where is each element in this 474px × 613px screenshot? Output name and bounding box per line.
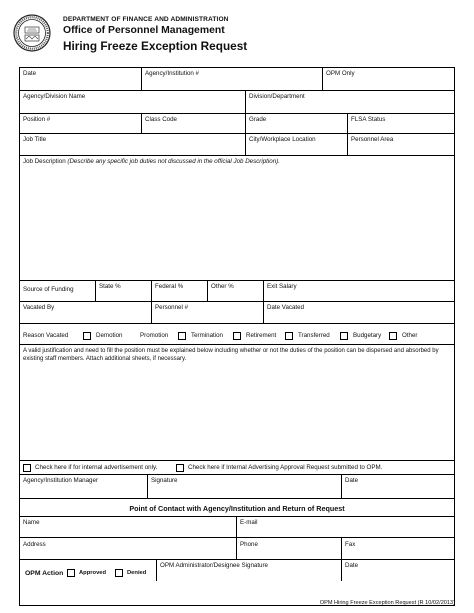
form-title: Hiring Freeze Exception Request <box>63 39 248 53</box>
hiring-freeze-form <box>19 67 455 606</box>
termination-label: Termination <box>191 332 223 339</box>
other-percent-field[interactable]: Other % <box>211 283 234 290</box>
flsa-status-field[interactable]: FLSA Status <box>351 116 386 123</box>
form-footer: OPM Hiring Freeze Exception Request (R 10/02/2013) <box>319 600 455 606</box>
grade-field[interactable]: Grade <box>249 116 267 123</box>
state-percent-field[interactable]: State % <box>99 283 121 290</box>
termination-checkbox[interactable] <box>233 332 241 340</box>
manager-signature-field[interactable]: Signature <box>151 477 178 484</box>
budgetary-checkbox[interactable] <box>389 332 397 340</box>
date-vacated-field[interactable]: Date Vacated <box>267 304 305 311</box>
retirement-checkbox[interactable] <box>285 332 293 340</box>
contact-name-field[interactable]: Name <box>23 519 40 526</box>
opm-date-field[interactable]: Date <box>345 562 359 569</box>
source-of-funding-label: Source of Funding <box>23 286 74 293</box>
justification-instructions: A valid justification and need to fill the position must be explained below including whether or not the duties of the position can be dispersed and absorbed by existing staff members. Attach additional sheets, if necessary. <box>23 348 439 363</box>
transferred-label: Transferred <box>298 332 330 339</box>
department-name: DEPARTMENT OF FINANCE AND ADMINISTRATION <box>63 16 229 23</box>
date-field[interactable]: Date <box>23 70 37 77</box>
promotion-checkbox[interactable] <box>178 332 186 340</box>
promotion-label: Promotion <box>140 332 169 339</box>
agency-division-field[interactable]: Agency/Division Name <box>23 93 86 100</box>
denied-label: Denied <box>127 570 147 576</box>
point-of-contact-heading: Point of Contact with Agency/Institution and Return of Request <box>129 504 345 513</box>
state-seal-icon <box>13 14 51 52</box>
job-title-field[interactable]: Job Title <box>23 136 47 143</box>
federal-percent-field[interactable]: Federal % <box>155 283 184 290</box>
vacated-by-field[interactable]: Vacated By <box>23 304 55 311</box>
demotion-checkbox[interactable] <box>83 332 91 340</box>
internal-advertisement-checkbox[interactable] <box>23 464 31 472</box>
denied-checkbox[interactable] <box>115 569 123 577</box>
office-name: Office of Personnel Management <box>63 25 225 36</box>
agency-number-field[interactable]: Agency/Institution # <box>145 70 200 77</box>
other-reason-label: Other <box>402 332 418 339</box>
job-description-label: Job Description <box>23 158 66 165</box>
transferred-checkbox[interactable] <box>340 332 348 340</box>
city-workplace-field[interactable]: City/Workplace Location <box>249 136 316 143</box>
retirement-label: Retirement <box>246 332 277 339</box>
opm-only-field: OPM Only <box>326 70 355 77</box>
contact-fax-field[interactable]: Fax <box>345 541 356 548</box>
division-department-field[interactable]: Division/Department <box>249 93 305 100</box>
agency-manager-field[interactable]: Agency/Institution Manager <box>23 477 98 484</box>
position-number-field[interactable]: Position # <box>23 116 51 123</box>
approved-label: Approved <box>79 570 107 576</box>
internal-advertisement-label: Check here if for internal advertisement only. <box>35 464 158 471</box>
budgetary-label: Budgetary <box>353 332 382 339</box>
manager-date-field[interactable]: Date <box>345 477 359 484</box>
approval-request-checkbox[interactable] <box>176 464 184 472</box>
contact-phone-field[interactable]: Phone <box>240 541 258 548</box>
exit-salary-field[interactable]: Exit Salary <box>267 283 297 290</box>
opm-action-label: OPM Action <box>25 570 64 577</box>
job-description-note: (Describe any specific job duties not discussed in the official Job Description). <box>67 158 280 165</box>
job-description-field[interactable] <box>23 158 280 166</box>
contact-address-field[interactable]: Address <box>23 541 46 548</box>
personnel-area-field[interactable]: Personnel Area <box>351 136 394 143</box>
demotion-label: Demotion <box>96 332 123 339</box>
personnel-number-field[interactable]: Personnel # <box>155 304 189 311</box>
reason-vacated-label: Reason Vacated <box>23 332 69 339</box>
approval-request-label: Check here if Internal Advertising Approval Request submitted to OPM. <box>188 464 383 471</box>
class-code-field[interactable]: Class Code <box>145 116 177 123</box>
approved-checkbox[interactable] <box>67 569 75 577</box>
opm-signature-field[interactable]: OPM Administrator/Designee Signature <box>160 562 268 569</box>
contact-email-field[interactable]: E-mail <box>240 519 258 526</box>
